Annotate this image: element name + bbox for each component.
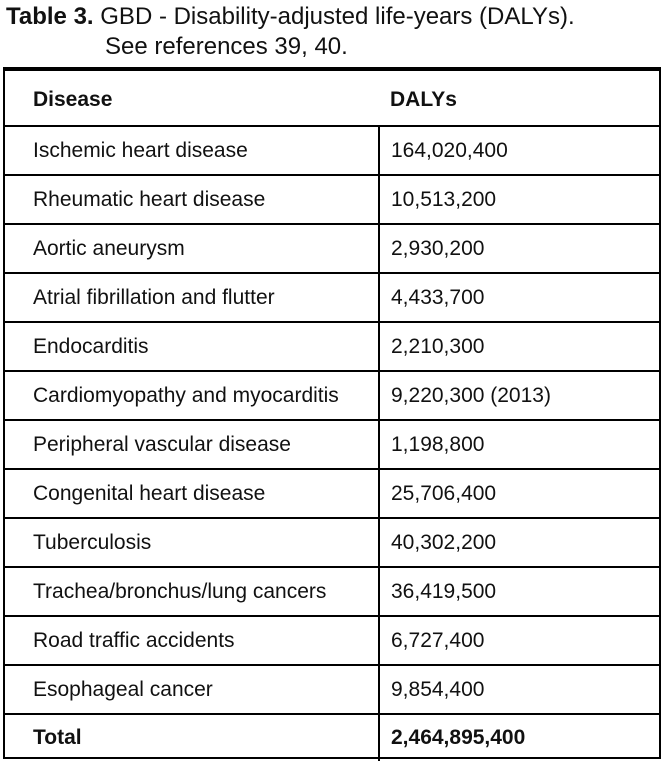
dalys-cell: 1,198,800 <box>379 420 659 469</box>
table-caption <box>6 2 658 62</box>
table-row <box>5 665 659 714</box>
disease-cell: Peripheral vascular disease <box>5 420 379 469</box>
table-row <box>5 126 659 175</box>
table-row <box>5 616 659 665</box>
dalys-cell: 4,433,700 <box>379 273 659 322</box>
table-row <box>5 518 659 567</box>
disease-cell: Atrial fibrillation and flutter <box>5 273 379 322</box>
dalys-cell: 9,854,400 <box>379 665 659 714</box>
column-header-disease: Disease <box>5 71 379 126</box>
table-row <box>5 469 659 518</box>
table-row <box>5 322 659 371</box>
disease-cell: Ischemic heart disease <box>5 126 379 175</box>
table-row <box>5 420 659 469</box>
table-row <box>5 273 659 322</box>
disease-cell: Endocarditis <box>5 322 379 371</box>
column-header-dalys: DALYs <box>379 71 659 126</box>
dalys-cell: 164,020,400 <box>379 126 659 175</box>
total-value: 2,464,895,400 <box>379 714 659 761</box>
table-row <box>5 175 659 224</box>
dalys-cell: 36,419,500 <box>379 567 659 616</box>
disease-cell: Cardiomyopathy and myocarditis <box>5 371 379 420</box>
disease-cell: Trachea/bronchus/lung cancers <box>5 567 379 616</box>
disease-cell: Tuberculosis <box>5 518 379 567</box>
total-label: Total <box>33 726 82 749</box>
dalys-cell: 2,210,300 <box>379 322 659 371</box>
dalys-cell: 40,302,200 <box>379 518 659 567</box>
dalys-cell: 6,727,400 <box>379 616 659 665</box>
caption-line-1 <box>6 2 658 32</box>
table-row <box>5 224 659 273</box>
dalys-cell: 9,220,300 (2013) <box>379 371 659 420</box>
table-row <box>5 567 659 616</box>
table-number-label: Table 3. <box>6 3 94 30</box>
dalys-table <box>5 71 659 761</box>
disease-cell: Road traffic accidents <box>5 616 379 665</box>
dalys-table-frame <box>3 67 661 759</box>
disease-cell: Rheumatic heart disease <box>5 175 379 224</box>
disease-cell: Esophageal cancer <box>5 665 379 714</box>
dalys-cell: 10,513,200 <box>379 175 659 224</box>
total-row <box>5 714 659 761</box>
table-row <box>5 371 659 420</box>
table-references-note: See references 39, 40. <box>105 33 348 60</box>
disease-cell: Aortic aneurysm <box>5 224 379 273</box>
dalys-cell: 25,706,400 <box>379 469 659 518</box>
disease-cell: Congenital heart disease <box>5 469 379 518</box>
dalys-cell: 2,930,200 <box>379 224 659 273</box>
table-title: GBD - Disability-adjusted life-years (DALYs). <box>100 3 575 30</box>
table-header-row <box>5 71 659 126</box>
